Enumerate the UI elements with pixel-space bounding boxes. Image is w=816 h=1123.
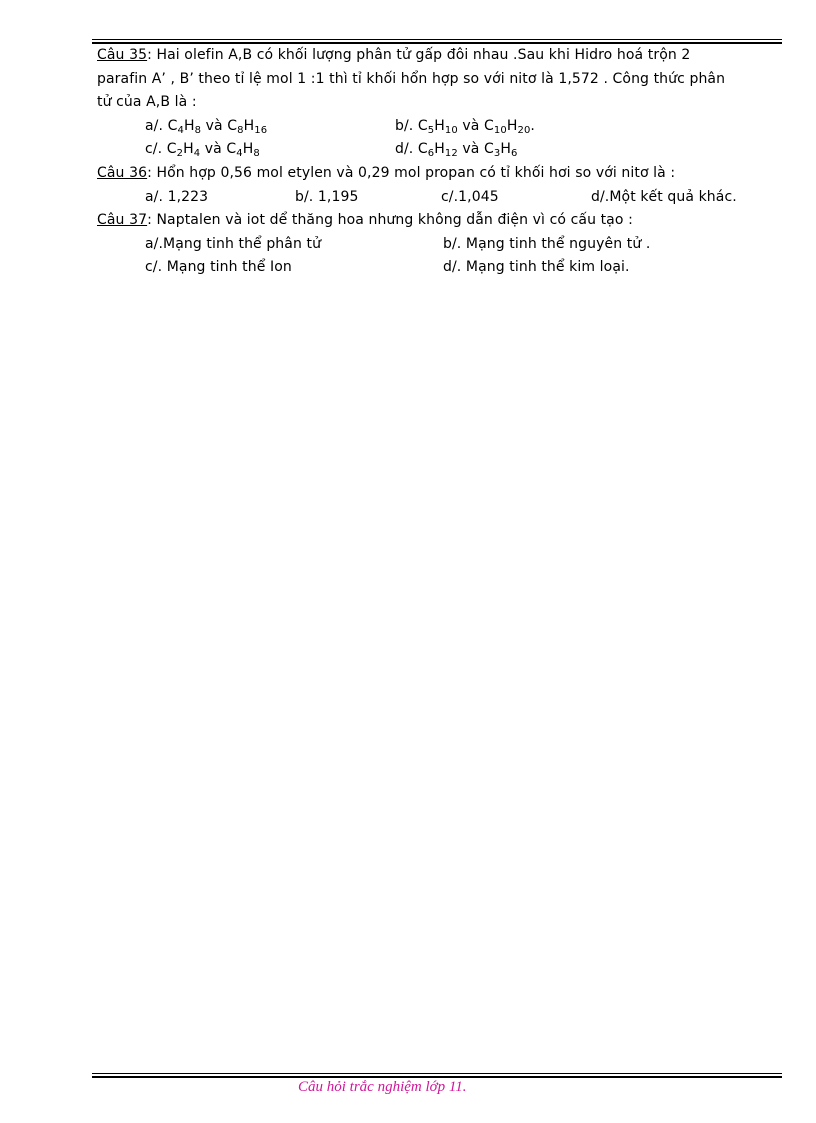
question-text: parafin A’ , B’ theo tỉ lệ mol 1 :1 thì tỉ khối hổn hợp so với nitơ là 1,572 . Công thức phân — [97, 70, 726, 87]
question-37 — [97, 209, 769, 280]
question-list — [97, 44, 769, 280]
question-text: tử của A,B là : — [97, 94, 197, 111]
answer-option-a: a/. $C_4H_8$ và $C_8H_{16}$ — [145, 117, 268, 136]
answer-option-d: d/. Mạng tinh thể kim loại. — [443, 259, 630, 276]
question-label: Câu 36 — [97, 164, 148, 181]
question-text: : Hai olefin A,B có khối lượng phân tử gấp đôi nhau .Sau khi Hidro hoá trộn 2 — [147, 47, 691, 63]
answer-row — [97, 256, 769, 280]
question-36 — [97, 162, 769, 209]
answer-option-a: a/. 1,223 — [145, 188, 209, 205]
answer-option-b: b/. Mạng tinh thể nguyên tử . — [443, 235, 651, 252]
footer-title: Câu hỏi trắc nghiệm lớp 11. — [298, 1079, 467, 1095]
answer-row — [97, 233, 769, 257]
answer-option-d: d/.Một kết quả khác. — [591, 188, 737, 205]
answer-option-b: b/. 1,195 — [295, 188, 359, 205]
answer-row — [97, 138, 769, 162]
question-label: Câu 35 — [97, 47, 148, 63]
answer-row — [97, 186, 769, 210]
answer-option-b: b/. $C_5H_{10}$ và $C_{10}H_{20}$. — [395, 117, 535, 136]
question-text: : Naptalen và iot dể thăng hoa nhưng không dẫn điện vì có cấu tạo : — [147, 212, 633, 229]
answer-option-d: d/. $C_6H_{12}$ và $C_3H_6$ — [395, 141, 518, 160]
footer-rule — [92, 1073, 782, 1078]
answer-option-c: c/. $C_2H_4$ và $C_4H_8$ — [145, 141, 260, 160]
answer-option-a: a/.Mạng tinh thể phân tử — [145, 235, 322, 252]
answer-row — [97, 115, 769, 139]
answer-option-c: c/. Mạng tinh thể Ion — [145, 259, 292, 276]
question-text: : Hổn hợp 0,56 mol etylen và 0,29 mol propan có tỉ khối hơi so với nitơ là : — [147, 164, 676, 181]
question-35 — [97, 44, 769, 162]
question-label: Câu 37 — [97, 212, 148, 229]
answer-option-c: c/.1,045 — [441, 188, 499, 205]
